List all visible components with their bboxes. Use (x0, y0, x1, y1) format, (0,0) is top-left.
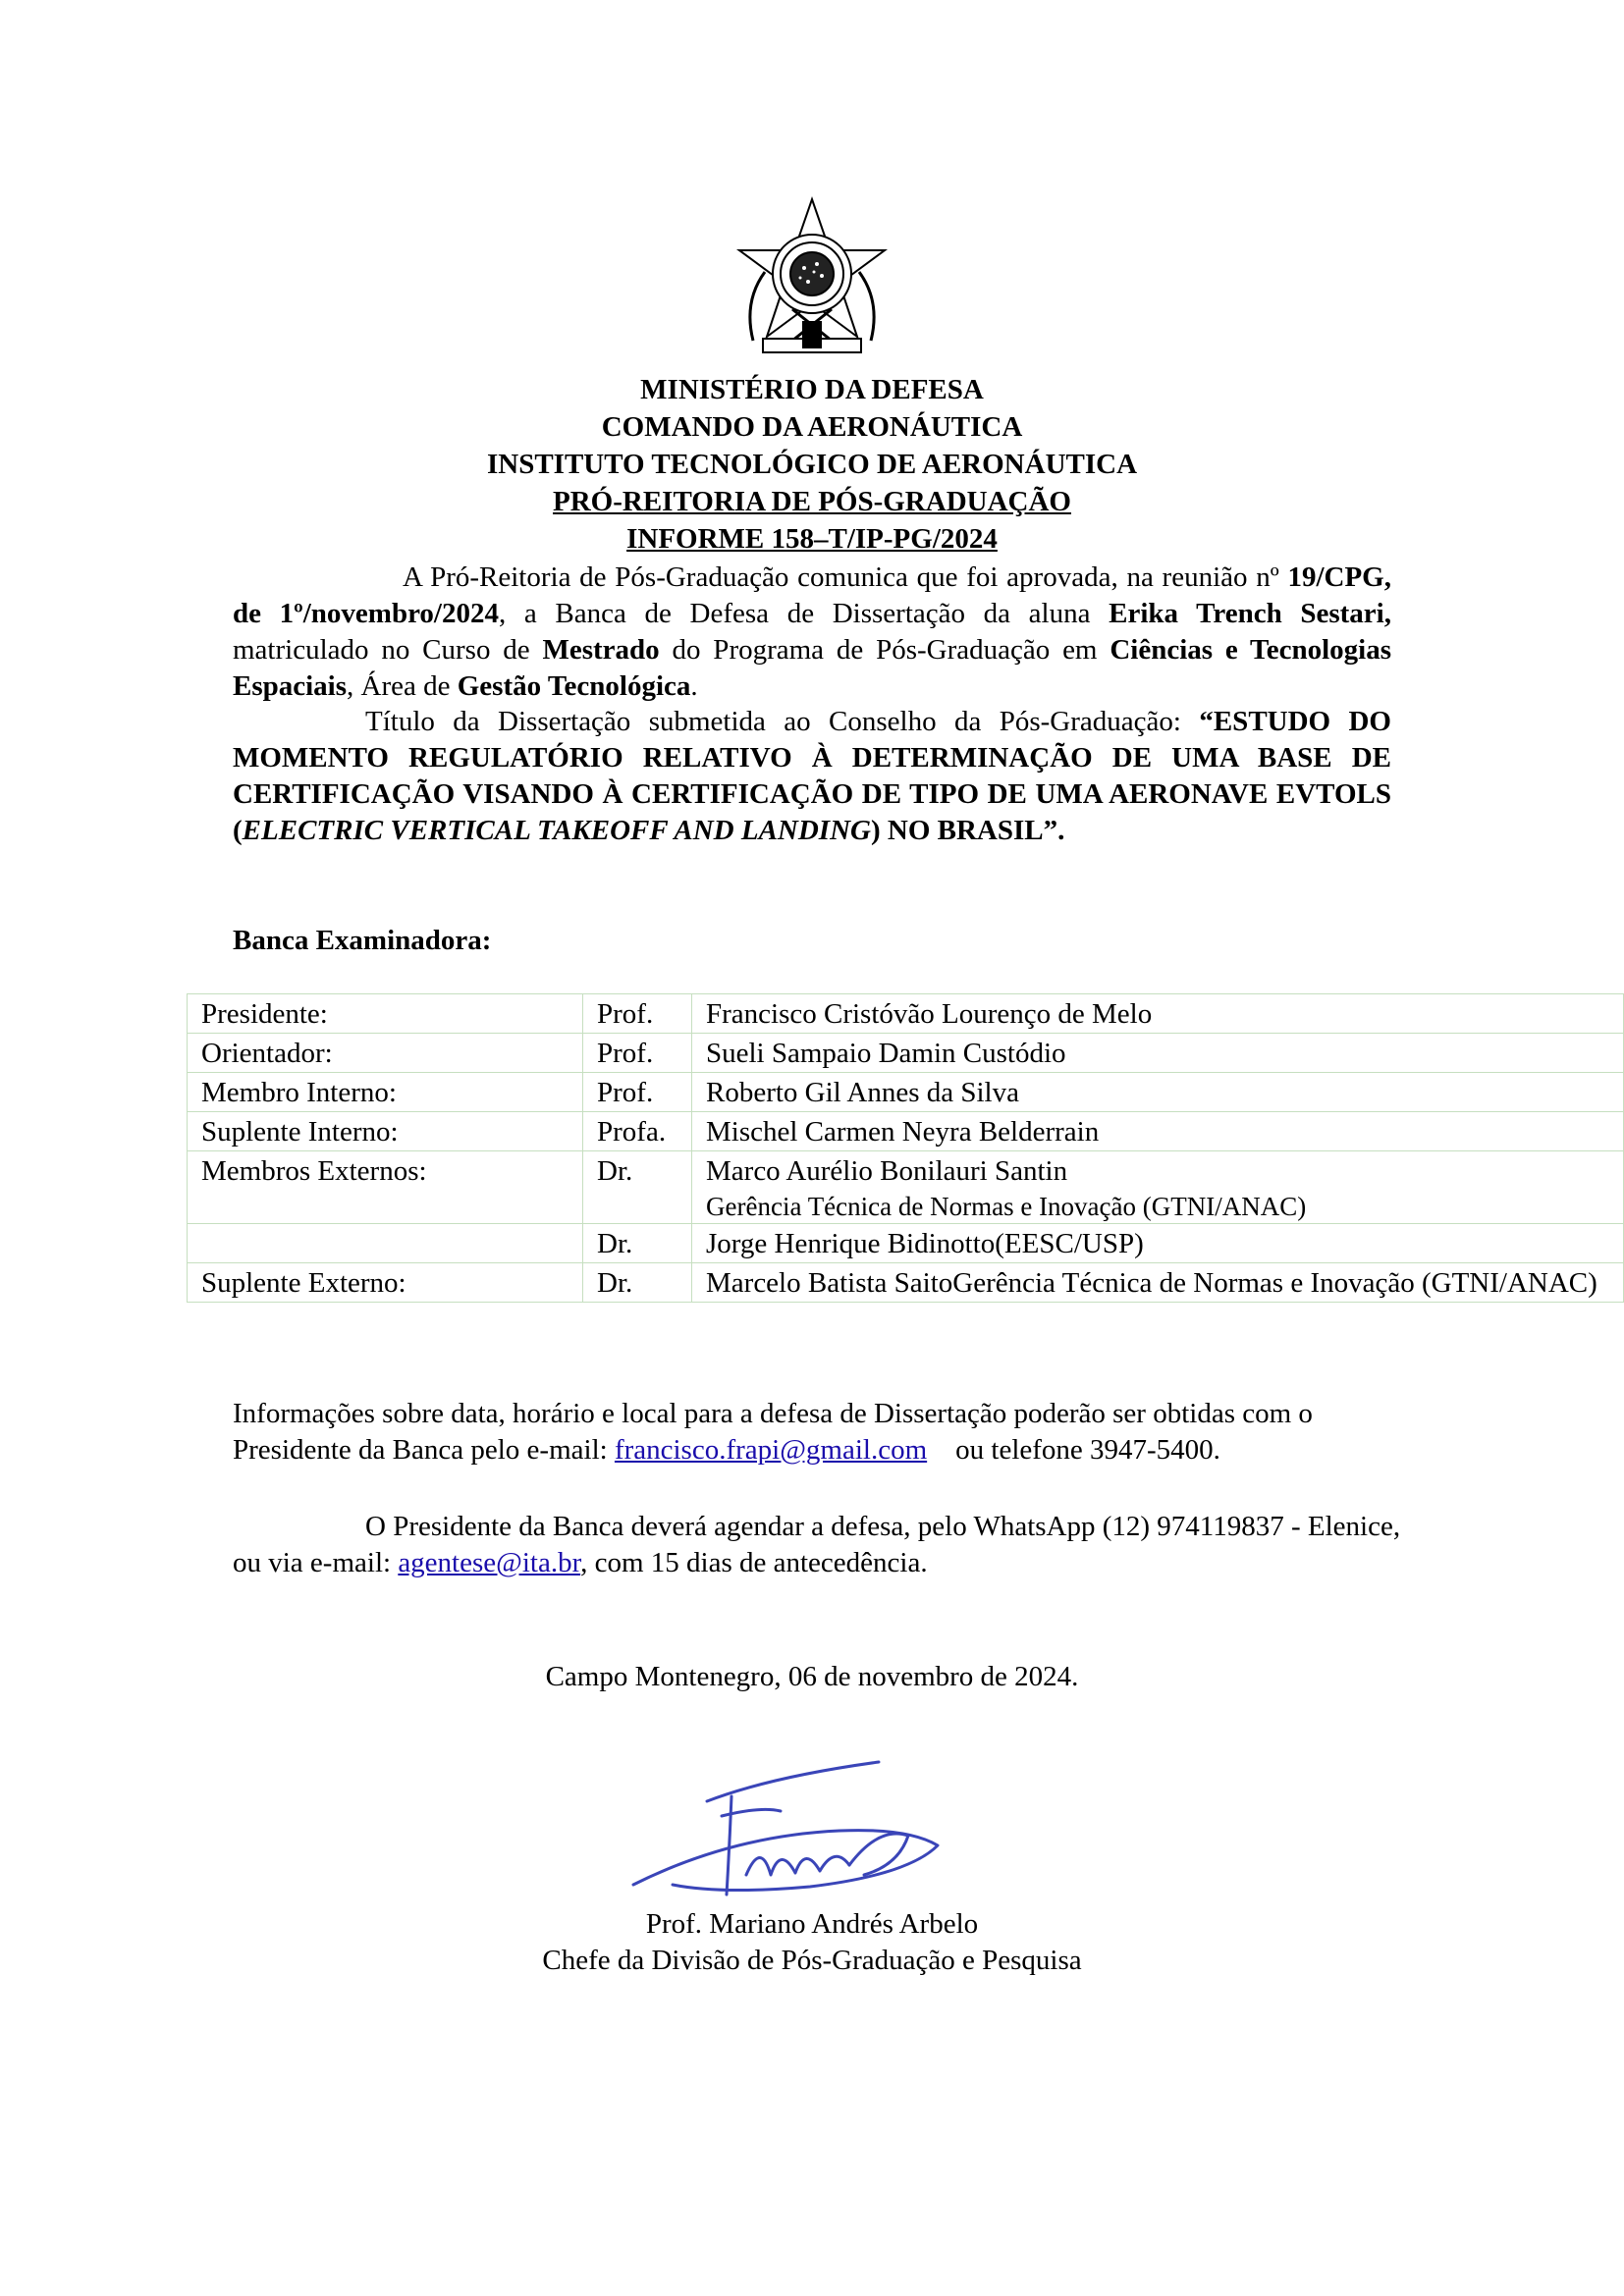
title-cell: Dr. (583, 1151, 692, 1224)
document-header (0, 371, 1624, 558)
intro-text-4: do Programa de Pós-Graduação em (659, 634, 1110, 666)
role-cell: Membros Externos: (188, 1151, 583, 1224)
intro-text-1: A Pró-Reitoria de Pós-Graduação comunica que foi aprovada, na reunião nº (403, 561, 1288, 593)
program-name: Ciências e Tecnologias Espaciais (233, 634, 1391, 702)
name-cell: Jorge Henrique Bidinotto(EESC/USP) (692, 1224, 1624, 1263)
coat-of-arms-icon (724, 193, 900, 370)
title-cell: Prof. (583, 994, 692, 1034)
title-cell: Dr. (583, 1224, 692, 1263)
table-row (188, 1112, 1624, 1151)
name-cell: Marcelo Batista SaitoGerência Técnica de Normas e Inovação (GTNI/ANAC) (692, 1263, 1624, 1303)
info-text-2: ou telefone 3947-5400. (927, 1434, 1220, 1466)
signature-icon (614, 1737, 1006, 1914)
schedule-text-2: , com 15 dias de antecedência. (580, 1547, 928, 1578)
name-cell: Sueli Sampaio Damin Custódio (692, 1034, 1624, 1073)
table-row (188, 1263, 1624, 1303)
course-name: Mestrado (542, 634, 660, 666)
role-cell: Orientador: (188, 1034, 583, 1073)
schedule-paragraph (233, 1509, 1411, 1581)
info-text-1: Informações sobre data, horário e local para a defesa de Dissertação poderão ser obtidas com o Presidente da Banca pelo e-mail: (233, 1398, 1313, 1466)
name-cell (692, 1151, 1624, 1224)
intro-text-6: . (690, 670, 698, 702)
schedule-text-1: O Presidente da Banca deverá agendar a defesa, pelo WhatsApp (12) 974119837 - Elenice, ou via e-mail: (233, 1511, 1401, 1578)
role-cell: Presidente: (188, 994, 583, 1034)
title-cell: Prof. (583, 1034, 692, 1073)
name-cell: Francisco Cristóvão Lourenço de Melo (692, 994, 1624, 1034)
table-row (188, 1224, 1624, 1263)
title-cell: Prof. (583, 1073, 692, 1112)
signatory-name: Prof. Mariano Andrés Arbelo (645, 1908, 979, 1940)
thesis-title-a: “ESTUDO DO MOMENTO REGULATÓRIO RELATIVO À DETERMINAÇÃO DE UMA BASE DE CERTIFICAÇÃO VISANDO À CERTIFICAÇÃO DE TIPO DE UMA AERONAVE EVTOLS ( (233, 706, 1391, 846)
dean-office-line: PRÓ-REITORIA DE PÓS-GRADUAÇÃO (553, 486, 1071, 517)
report-number: INFORME 158–T/IP-PG/2024 (626, 523, 998, 555)
table-row (188, 1034, 1624, 1073)
agent-email-link[interactable]: agentese@ita.br (398, 1547, 581, 1578)
signatory-role: Chefe da Divisão de Pós-Graduação e Pesquisa (542, 1945, 1082, 1976)
name-cell: Mischel Carmen Neyra Belderrain (692, 1112, 1624, 1151)
intro-text-2: , a Banca de Defesa de Dissertação da aluna (498, 598, 1110, 629)
table-row (188, 1151, 1624, 1224)
role-cell: Suplente Interno: (188, 1112, 583, 1151)
thesis-intro: Título da Dissertação submetida ao Conselho da Pós-Graduação: (365, 706, 1200, 737)
thesis-title-b: ) NO BRASIL”. (870, 815, 1065, 846)
command-line: COMANDO DA AERONÁUTICA (601, 411, 1023, 443)
table-row (188, 1073, 1624, 1112)
thesis-title-italic: ELECTRIC VERTICAL TAKEOFF AND LANDING (242, 815, 871, 846)
examiner-name: Marco Aurélio Bonilauri Santin (706, 1155, 1068, 1187)
committee-table (187, 993, 1624, 1303)
institute-line: INSTITUTO TECNOLÓGICO DE AERONÁUTICA (486, 449, 1138, 480)
role-cell (188, 1224, 583, 1263)
name-cell: Roberto Gil Annes da Silva (692, 1073, 1624, 1112)
title-cell: Dr. (583, 1263, 692, 1303)
ministry-line: MINISTÉRIO DA DEFESA (640, 374, 984, 405)
intro-text-3: matriculado no Curso de (233, 634, 543, 666)
table-row (188, 994, 1624, 1034)
meeting-ref: 19/CPG, de 1º/novembro/2024 (233, 561, 1391, 629)
president-email-link[interactable]: francisco.frapi@gmail.com (614, 1434, 928, 1466)
place-date: Campo Montenegro, 06 de novembro de 2024. (545, 1661, 1079, 1692)
thesis-paragraph (233, 704, 1391, 849)
role-cell: Suplente Externo: (188, 1263, 583, 1303)
role-cell: Membro Interno: (188, 1073, 583, 1112)
committee-label: Banca Examinadora: (233, 925, 492, 956)
title-cell: Profa. (583, 1112, 692, 1151)
area-name: Gestão Tecnológica (457, 670, 691, 702)
intro-text-5: , Área de (347, 670, 458, 702)
info-paragraph (233, 1396, 1411, 1468)
intro-paragraph (233, 560, 1391, 705)
examiner-affiliation: Gerência Técnica de Normas e Inovação (GTNI/ANAC) (706, 1192, 1307, 1221)
student-name: Erika Trench Sestari, (1109, 598, 1391, 629)
